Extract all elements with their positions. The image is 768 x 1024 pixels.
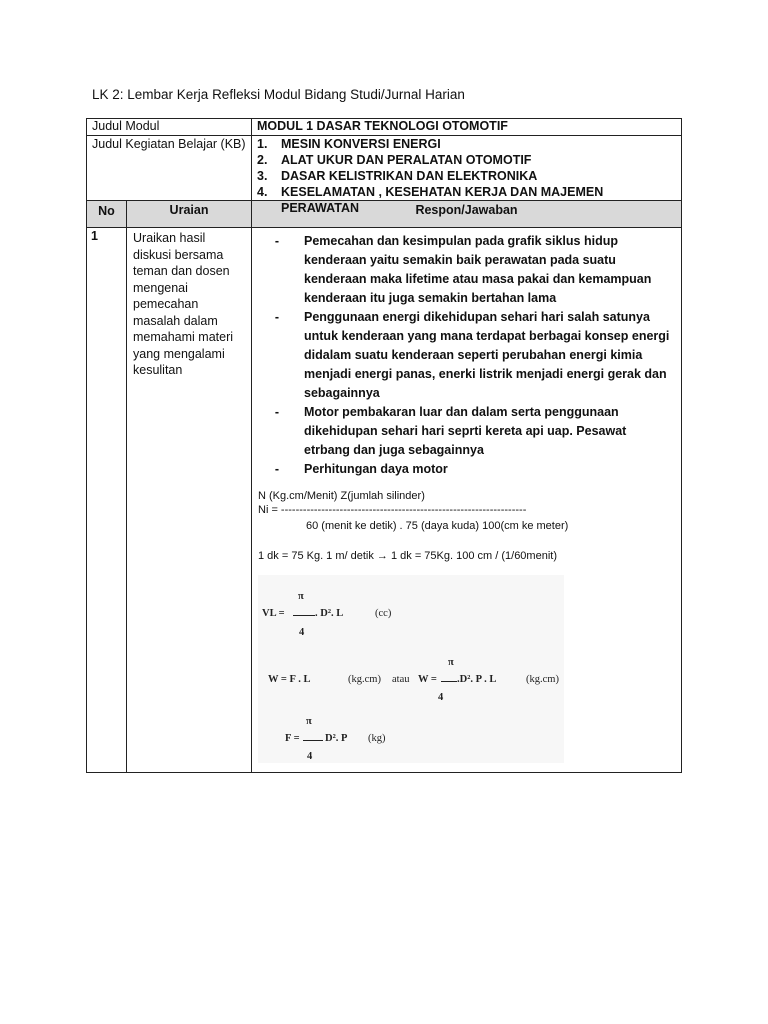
- w2-left: W =: [418, 674, 437, 685]
- w-atau: atau: [392, 674, 410, 685]
- header-uraian: Uraian: [127, 201, 252, 228]
- denominator-four: 4: [438, 692, 444, 703]
- calc-fraction-line: Ni = -------------------------------------------------------------------: [258, 504, 527, 516]
- w2-right: .D². P . L: [457, 674, 497, 685]
- f-unit: (kg): [368, 733, 386, 744]
- header-respon: Respon/Jawaban: [252, 201, 682, 228]
- judul-modul-value: MODUL 1 DASAR TEKNOLOGI OTOMOTIF: [252, 119, 682, 136]
- judul-kb-label: Judul Kegiatan Belajar (KB): [87, 136, 252, 201]
- f-left: F =: [285, 733, 300, 744]
- worksheet-table: [86, 118, 682, 773]
- pi-symbol: π: [298, 591, 304, 602]
- vl-unit: (cc): [375, 608, 392, 619]
- vl-left: VL =: [262, 608, 285, 619]
- w-left: W = F . L: [268, 674, 311, 685]
- row-1: [87, 228, 682, 773]
- fraction-bar: [293, 615, 315, 616]
- pi-symbol: π: [306, 716, 312, 727]
- pi-symbol: π: [448, 657, 454, 668]
- row-judul-modul: [87, 119, 682, 136]
- uraian-text: Uraikan hasil diskusi bersama teman dan dosen mengenai pemecahan masalah dalam memahami materi yang mengalami kesulitan: [127, 228, 252, 773]
- row-number: 1: [87, 228, 127, 773]
- judul-modul-label: Judul Modul: [87, 119, 252, 136]
- calc-conversion: 1 dk = 75 Kg. 1 m/ detik → 1 dk = 75Kg. 100 cm / (1/60menit): [258, 550, 557, 562]
- list-item: - Motor pembakaran luar dan dalam serta penggunaan dikehidupan sehari hari seprti kereta api uap. Pesawat etrbang dan juga sebagainnya: [274, 405, 627, 457]
- kb-item: 4. KESELAMATAN , KESEHATAN KERJA DAN MAJEMEN PERAWATAN: [257, 185, 604, 215]
- list-item: - Perhitungan daya motor: [274, 462, 448, 476]
- page-title: LK 2: Lembar Kerja Refleksi Modul Bidang Studi/Jurnal Harian: [92, 87, 465, 102]
- fraction-bar: [441, 681, 457, 682]
- power-calculation: [258, 489, 675, 563]
- respon-cell: [252, 228, 682, 773]
- respon-bullets: [258, 232, 675, 479]
- list-item: - Pemecahan dan kesimpulan pada grafik siklus hidup kenderaan yaitu semakin baik perawatan pada suatu kenderaan maka lifetime atau masa pakai dan kemampuan kenderaan itu juga semakin bertahan lama: [274, 234, 652, 305]
- header-no: No: [87, 201, 127, 228]
- formula-image: [258, 575, 564, 763]
- w-unit-1: (kg.cm): [348, 674, 381, 685]
- vl-right: . D². L: [315, 608, 344, 619]
- calc-numerator: N (Kg.cm/Menit) Z(jumlah silinder): [258, 490, 425, 502]
- header-row: [87, 201, 682, 228]
- list-item: - Penggunaan energi dikehidupan sehari hari salah satunya untuk kenderaan yang mana terdapat berbagai konsep energi didalam suatu kenderaan seperti perubahan energi kimia menjadi energi panas, enerki listrik menjadi energi gerak dan sebagainnya: [274, 310, 670, 400]
- kb-item: 1. MESIN KONVERSI ENERGI: [257, 137, 441, 151]
- row-judul-kb: [87, 136, 682, 201]
- w-unit-2: (kg.cm): [526, 674, 559, 685]
- denominator-four: 4: [299, 627, 305, 638]
- denominator-four: 4: [307, 751, 313, 762]
- kb-item: 3. DASAR KELISTRIKAN DAN ELEKTRONIKA: [257, 169, 538, 183]
- calc-denominator: 60 (menit ke detik) . 75 (daya kuda) 100(cm ke meter): [306, 520, 569, 532]
- fraction-bar: [303, 740, 323, 741]
- f-right: D². P: [325, 733, 348, 744]
- kb-item: 2. ALAT UKUR DAN PERALATAN OTOMOTIF: [257, 153, 532, 167]
